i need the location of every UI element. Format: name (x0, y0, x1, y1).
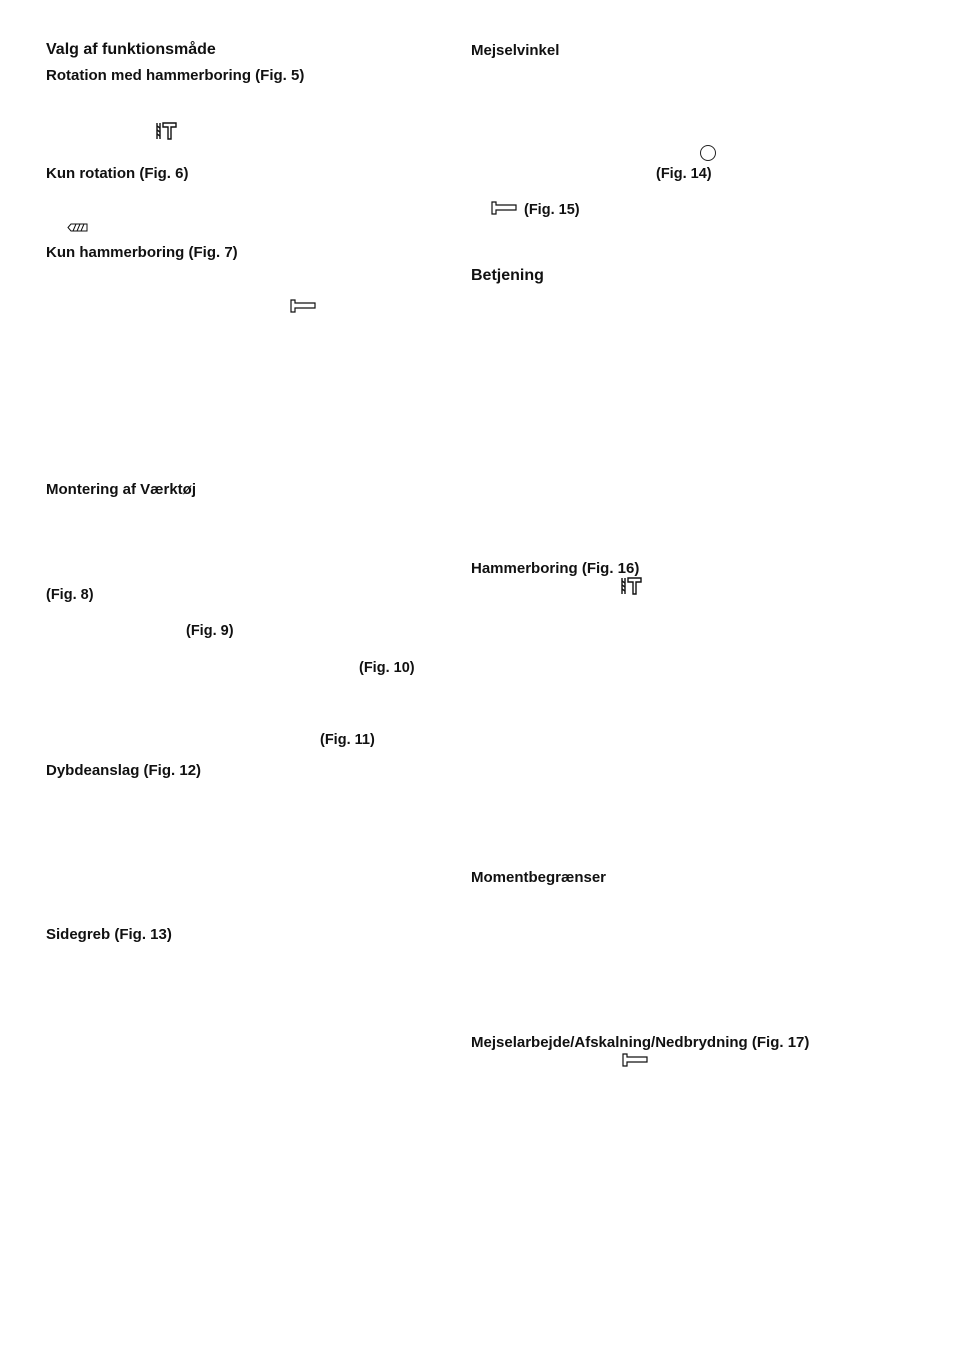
hammer-icon (491, 201, 517, 215)
rotation-hammer-heading: Rotation med hammerboring (Fig. 5) (46, 67, 305, 84)
tool-mounting-heading: Montering af Værktøj (46, 481, 197, 498)
circle-icon (700, 145, 716, 161)
fig11-reference: (Fig. 11) (320, 732, 375, 748)
hammer-only-heading: Kun hammerboring (Fig. 7) (46, 244, 238, 261)
chisel-angle-heading: Mejselvinkel (471, 42, 560, 59)
drill-hammer-icon (154, 121, 178, 141)
torque-limiter-heading: Momentbegrænser (471, 869, 607, 886)
rotation-only-heading: Kun rotation (Fig. 6) (46, 165, 189, 182)
side-grip-heading: Sidegreb (Fig. 13) (46, 926, 172, 943)
chiseling-heading: Mejselarbejde/Afskalning/Nedbrydning (Fig. 17) (471, 1034, 810, 1051)
drill-hammer-icon (619, 576, 643, 596)
hammer-drilling-heading: Hammerboring (Fig. 16) (471, 560, 640, 577)
hammer-icon (622, 1053, 648, 1067)
fig9-reference: (Fig. 9) (186, 623, 234, 639)
mode-selection-heading: Valg af funktionsmåde (46, 41, 216, 58)
hammer-icon (290, 299, 316, 313)
operation-heading: Betjening (471, 267, 544, 284)
fig8-reference: (Fig. 8) (46, 587, 94, 603)
depth-gauge-heading: Dybdeanslag (Fig. 12) (46, 762, 202, 779)
fig14-reference: (Fig. 14) (656, 166, 712, 182)
fig10-reference: (Fig. 10) (359, 660, 415, 676)
fig15-reference: (Fig. 15) (524, 202, 580, 218)
rotation-icon (67, 223, 89, 232)
